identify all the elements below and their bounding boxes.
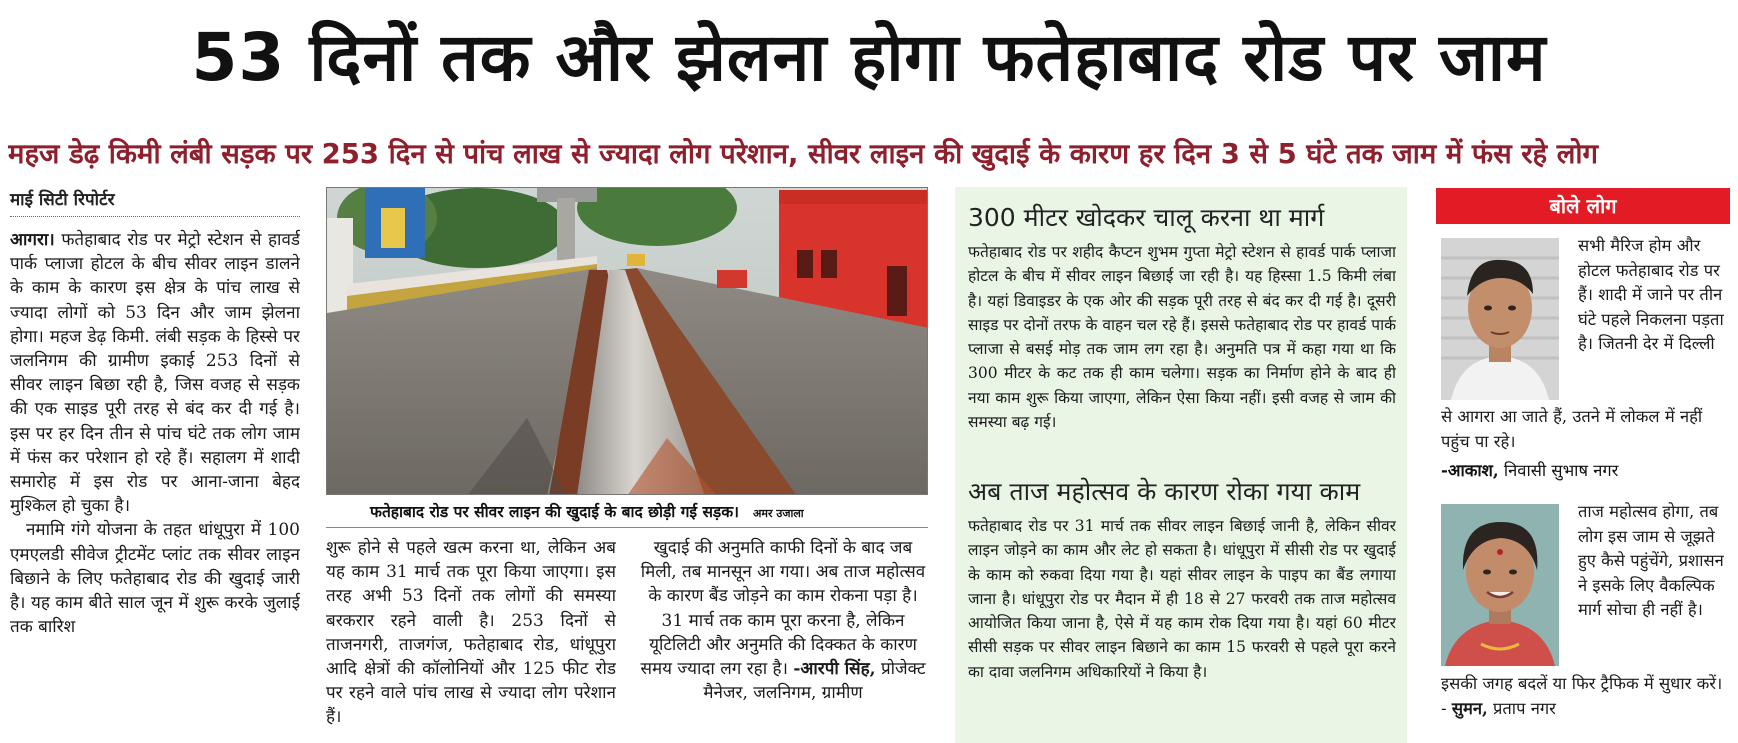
article-paragraph-2: नमामि गंगे योजना के तहत धांधूपुरा में 100 एमएलडी सीवेज ट्रीटमेंट प्लांट तक सीवर लाइन बिछाने के लिए फतेहाबाद रोड की खुदाई जारी है। यह काम बीते साल जून में शुरू करके जुलाई तक बारिश	[10, 520, 300, 638]
article-paragraph-3: शुरू होने से पहले खत्म करना था, लेकिन अब यह काम 31 मार्च तक पूरा किया जाएगा। इस तरह अभी 53 दिनों तक लोगों की समस्या बरकरार रहने वाली है। 253 दिनों से ताजनगरी, ताजगंज, फतेहाबाद रोड, धांधूपुरा आदि क्षेत्रों की कॉलोनियों और 125 फीट रोड पर रहने वाले पांच लाख से ज्यादा लोग परेशान हैं।	[326, 538, 616, 728]
dateline: आगरा।	[10, 230, 55, 250]
photo-caption	[326, 498, 928, 528]
quote-2-place: प्रताप नगर	[1493, 698, 1556, 718]
quote-1-continued: से आगरा आ जाते हैं, उतने में लोकल में नहीं पहुंच पा रहे।	[1441, 407, 1703, 451]
news-photo	[326, 187, 928, 495]
quote-1-side: सभी मैरिज होम और होटल फतेहाबाद रोड पर हैं। शादी में जाने पर तीन घंटे पहले निकलना पड़ता है। जितनी देर में दिल्ली	[1578, 236, 1724, 353]
quote-1-place: निवासी सुभाष नगर	[1503, 461, 1619, 480]
quote-1-author	[1441, 458, 1733, 484]
sidebar-text-1: फतेहाबाद रोड पर शहीद कैप्टन शुभम गुप्ता मेट्रो स्टेशन से हावर्ड पार्क प्लाजा होटल के बीच में सीवर लाइन बिछाई जा रही है। यह हिस्सा 1.5 किमी लंबा है। यहां डिवाइडर के एक ओर की सड़क पूरी तरह से बंद कर दी गई है। दूसरी साइड पर दोनों तरफ के वाहन चल रहे हैं। इससे फतेहाबाद रोड पर हावर्ड पार्क प्लाजा से बसई मोड़ तक जाम लग रहा है। अनुमति पत्र में कहा गया था कि 300 मीटर के कट तक ही काम चलेगा। सड़क का निर्माण होने के बाद ही नया काम शुरू किया जाएगा, लेकिन ऐसा किया नहीं। इसी वजह से जाम की समस्या बढ़ गई।	[968, 243, 1396, 432]
official-designation: प्रोजेक्ट मैनेजर, जलनिगम, ग्रामीण	[703, 659, 926, 704]
sidebar-heading-2: अब ताज महोत्सव के कारण रोका गया काम	[968, 477, 1361, 506]
article-column-3	[638, 536, 928, 743]
official-name: -आरपी सिंह,	[793, 659, 876, 680]
person-photo-akash	[1441, 238, 1559, 400]
sidebar-text-2: फतेहाबाद रोड पर 31 मार्च तक सीवर लाइन बिछाई जानी है, लेकिन सीवर लाइन जोड़ने का काम और लेट हो सकता है। धांधूपुरा में सीसी रोड पर खुदाई के काम को रुकवा दिया गया है। यहां सीवर लाइन के पाइप का बैंड लगाया जाना है। धांधूपुरा रोड पर मैदान में ही 18 से 27 फरवरी तक ताज महोत्सव आयोजित किया जाना है, ऐसे में यह काम रोक दिया गया है। यहां 60 मीटर सीसी सड़क पर सीवर लाइन बिछाने का काम 15 फरवरी से पहले पूरा करने का दावा जलनिगम अधिकारियों ने किया है।	[968, 517, 1396, 681]
caption-text: फतेहाबाद रोड पर सीवर लाइन की खुदाई के बाद छोड़ी गई सड़क।	[370, 503, 739, 521]
headline: 53 दिनों तक और झेलना होगा फतेहाबाद रोड पर जाम	[191, 19, 1547, 96]
official-quote: खुदाई की अनुमति काफी दिनों के बाद जब मिली, तब मानसून आ गया। अब ताज महोत्सव के कारण बैंड जोड़ने का काम रोकना पड़ा है। 31 मार्च तक काम पूरा करना है, लेकिन यूटिलिटी और अनुमति की दिक्कत के कारण समय ज्यादा लग रहा है।	[640, 538, 926, 680]
sidebar-heading-1: 300 मीटर खोदकर चालू करना था मार्ग	[968, 203, 1325, 232]
road-excavation-image	[327, 188, 928, 495]
quote-2-side: ताज महोत्सव होगा, तब लोग इस जाम से जूझते हुए कैसे पहुंचेंगे, प्रशासन ने इसके लिए वैकल्पिक मार्ग सोचा ही नहीं है।	[1578, 502, 1724, 619]
article-column-1	[10, 228, 300, 743]
quote-2-text: इसकी जगह बदलें या फिर ट्रैफिक में सुधार करें। -	[1441, 674, 1723, 718]
portrait-woman	[1441, 504, 1559, 666]
quote-1-name: -आकाश,	[1441, 461, 1499, 480]
photo-credit: अमर उजाला	[753, 507, 804, 520]
quote-2-continued	[1441, 672, 1733, 742]
subheadline: महज डेढ़ किमी लंबी सड़क पर 253 दिन से पांच लाख से ज्यादा लोग परेशान, सीवर लाइन की खुदाई के कारण हर दिन 3 से 5 घंटे तक जाम में फंस रहे लोग	[8, 138, 1598, 170]
article-column-2	[326, 536, 616, 743]
portrait-man	[1441, 238, 1559, 400]
bole-log-header: बोले लोग	[1436, 188, 1730, 224]
quote-2-name: सुमन,	[1451, 698, 1488, 718]
person-photo-suman	[1441, 504, 1559, 666]
article-paragraph-1: फतेहाबाद रोड पर मेट्रो स्टेशन से हावर्ड पार्क प्लाजा होटल के बीच सीवर लाइन डालने के काम के कारण इस क्षेत्र के पांच लाख से ज्यादा लोगों को 53 दिन और जाम झेलना होगा। महज डेढ़ किमी. लंबी सड़क के हिस्से पर जलनिगम की ग्रामीण इकाई 253 दिनों से सीवर लाइन बिछा रही है, जिस वजह से सड़क की एक साइड पूरी तरह से बंद कर दी गई है। इस पर हर दिन तीन से पांच घंटे तक लोग जाम में फंस कर परेशान हो रहे हैं। सहालग में शादी समारोह में इस रोड पर आना-जाना बेहद मुश्किल हो चुका है।	[10, 230, 300, 517]
byline: माई सिटी रिपोर्टर	[10, 187, 300, 217]
